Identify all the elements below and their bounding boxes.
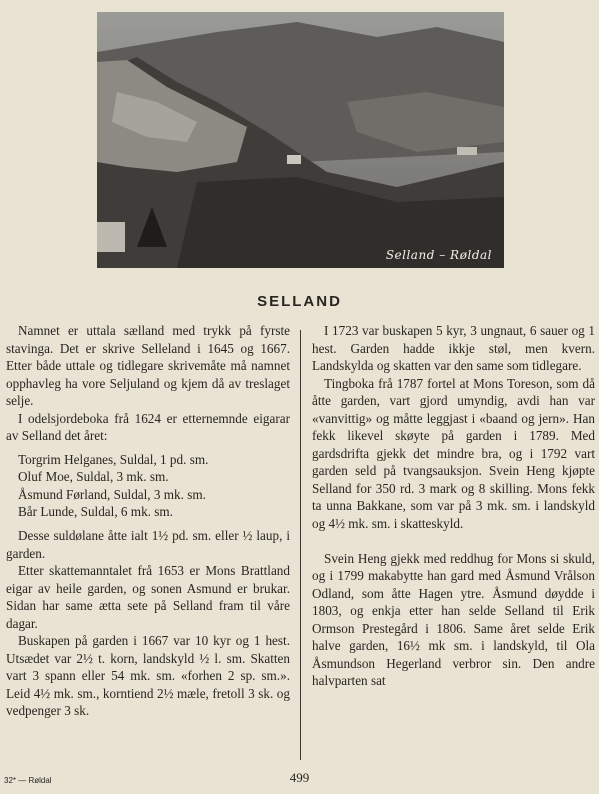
paragraph: Tingboka frå 1787 fortel at Mons Toreson, som då åtte garden, vart gjord umyndig, avdi han var «vanvittig» og måtte leggjast i «baand og jern». Han fekk likevel skøyte på garden i 1789. Med gardsdrifta gjekk det mindre bra, og i 1792 vart garden seld på tvangsauksjon. Svein Heng kjøpte Selland for 350 rd. 3 mark og 8 skilling. Mons fekk ta unna Bakkane, som var på 3 mk. sm. i landskyld og 4½ mk. sm. i skatteskyld. (312, 375, 595, 532)
list-item: Oluf Moe, Suldal, 3 mk. sm. (18, 469, 169, 485)
photo-image (97, 12, 504, 268)
left-column (6, 322, 290, 720)
list-item: Åsmund Førland, Suldal, 3 mk. sm. (18, 486, 206, 502)
paragraph: Buskapen på garden i 1667 var 10 kyr og 1 hest. Utsædet var 2½ t. korn, landskyld ½ l. sm. Skatten vart 3 spann eller 54 mk. sm. «forhen 2 sp. sm.». Leid 4½ mk. sm., korntiend 2½ mæle, fretoll 3 sk. og vedpenger 3 sk. (6, 633, 290, 719)
paragraph: Desse suldølane åtte ialt 1½ pd. sm. eller ½ laup, i garden. (6, 528, 290, 561)
page-number: 499 (289, 770, 310, 785)
owner-list (6, 451, 290, 521)
section-title: SELLAND (257, 293, 342, 310)
paragraph: Namnet er uttala sælland med trykk på fyrste stavinga. Det er skrive Selleland i 1645 og 1667. Etter både uttale og tidlegare skrivemåte må namnet opphavleg ha vore Seljuland og kjem då av treslaget selje. (6, 323, 290, 409)
footer-signature: 32* — Røldal (4, 776, 52, 785)
paragraph: I 1723 var buskapen 5 kyr, 3 ungnaut, 6 sauer og 1 hest. Garden hadde ikkje støl, men kvern. Landskylda og skatten var den same som tidlegare. (312, 323, 595, 374)
landscape-photo (97, 12, 504, 268)
paragraph: I odelsjordeboka frå 1624 er etternemnde eigarar av Selland det året: (6, 410, 290, 444)
list-item: Bår Lunde, Suldal, 6 mk. sm. (18, 504, 173, 520)
list-item: Torgrim Helganes, Suldal, 1 pd. sm. (18, 451, 209, 467)
photo-caption: Selland – Røldal (385, 248, 492, 262)
paragraph: Etter skattemanntalet frå 1653 er Mons Brattland eigar av heile garden, og sonen Asmund er brukar. Sidan har same ætta sete på Selland fram til våre dagar. (6, 563, 290, 631)
column-divider (300, 330, 301, 760)
right-column (312, 322, 595, 690)
paragraph: Svein Heng gjekk med reddhug for Mons si skuld, og i 1799 makabytte han gard med Åsmund Vrålson Odland, som åtte Hagen ytre. Åsmund døydde i 1803, og enkja etter han selde Selland til Erik Ormson Prestegård i 1806. Same året selde Erik halve garden, 16½ mk sm. i landskyld, til Ola Åsmundson Hegerland verbror sin. Den andre halvparten sat (312, 550, 595, 689)
